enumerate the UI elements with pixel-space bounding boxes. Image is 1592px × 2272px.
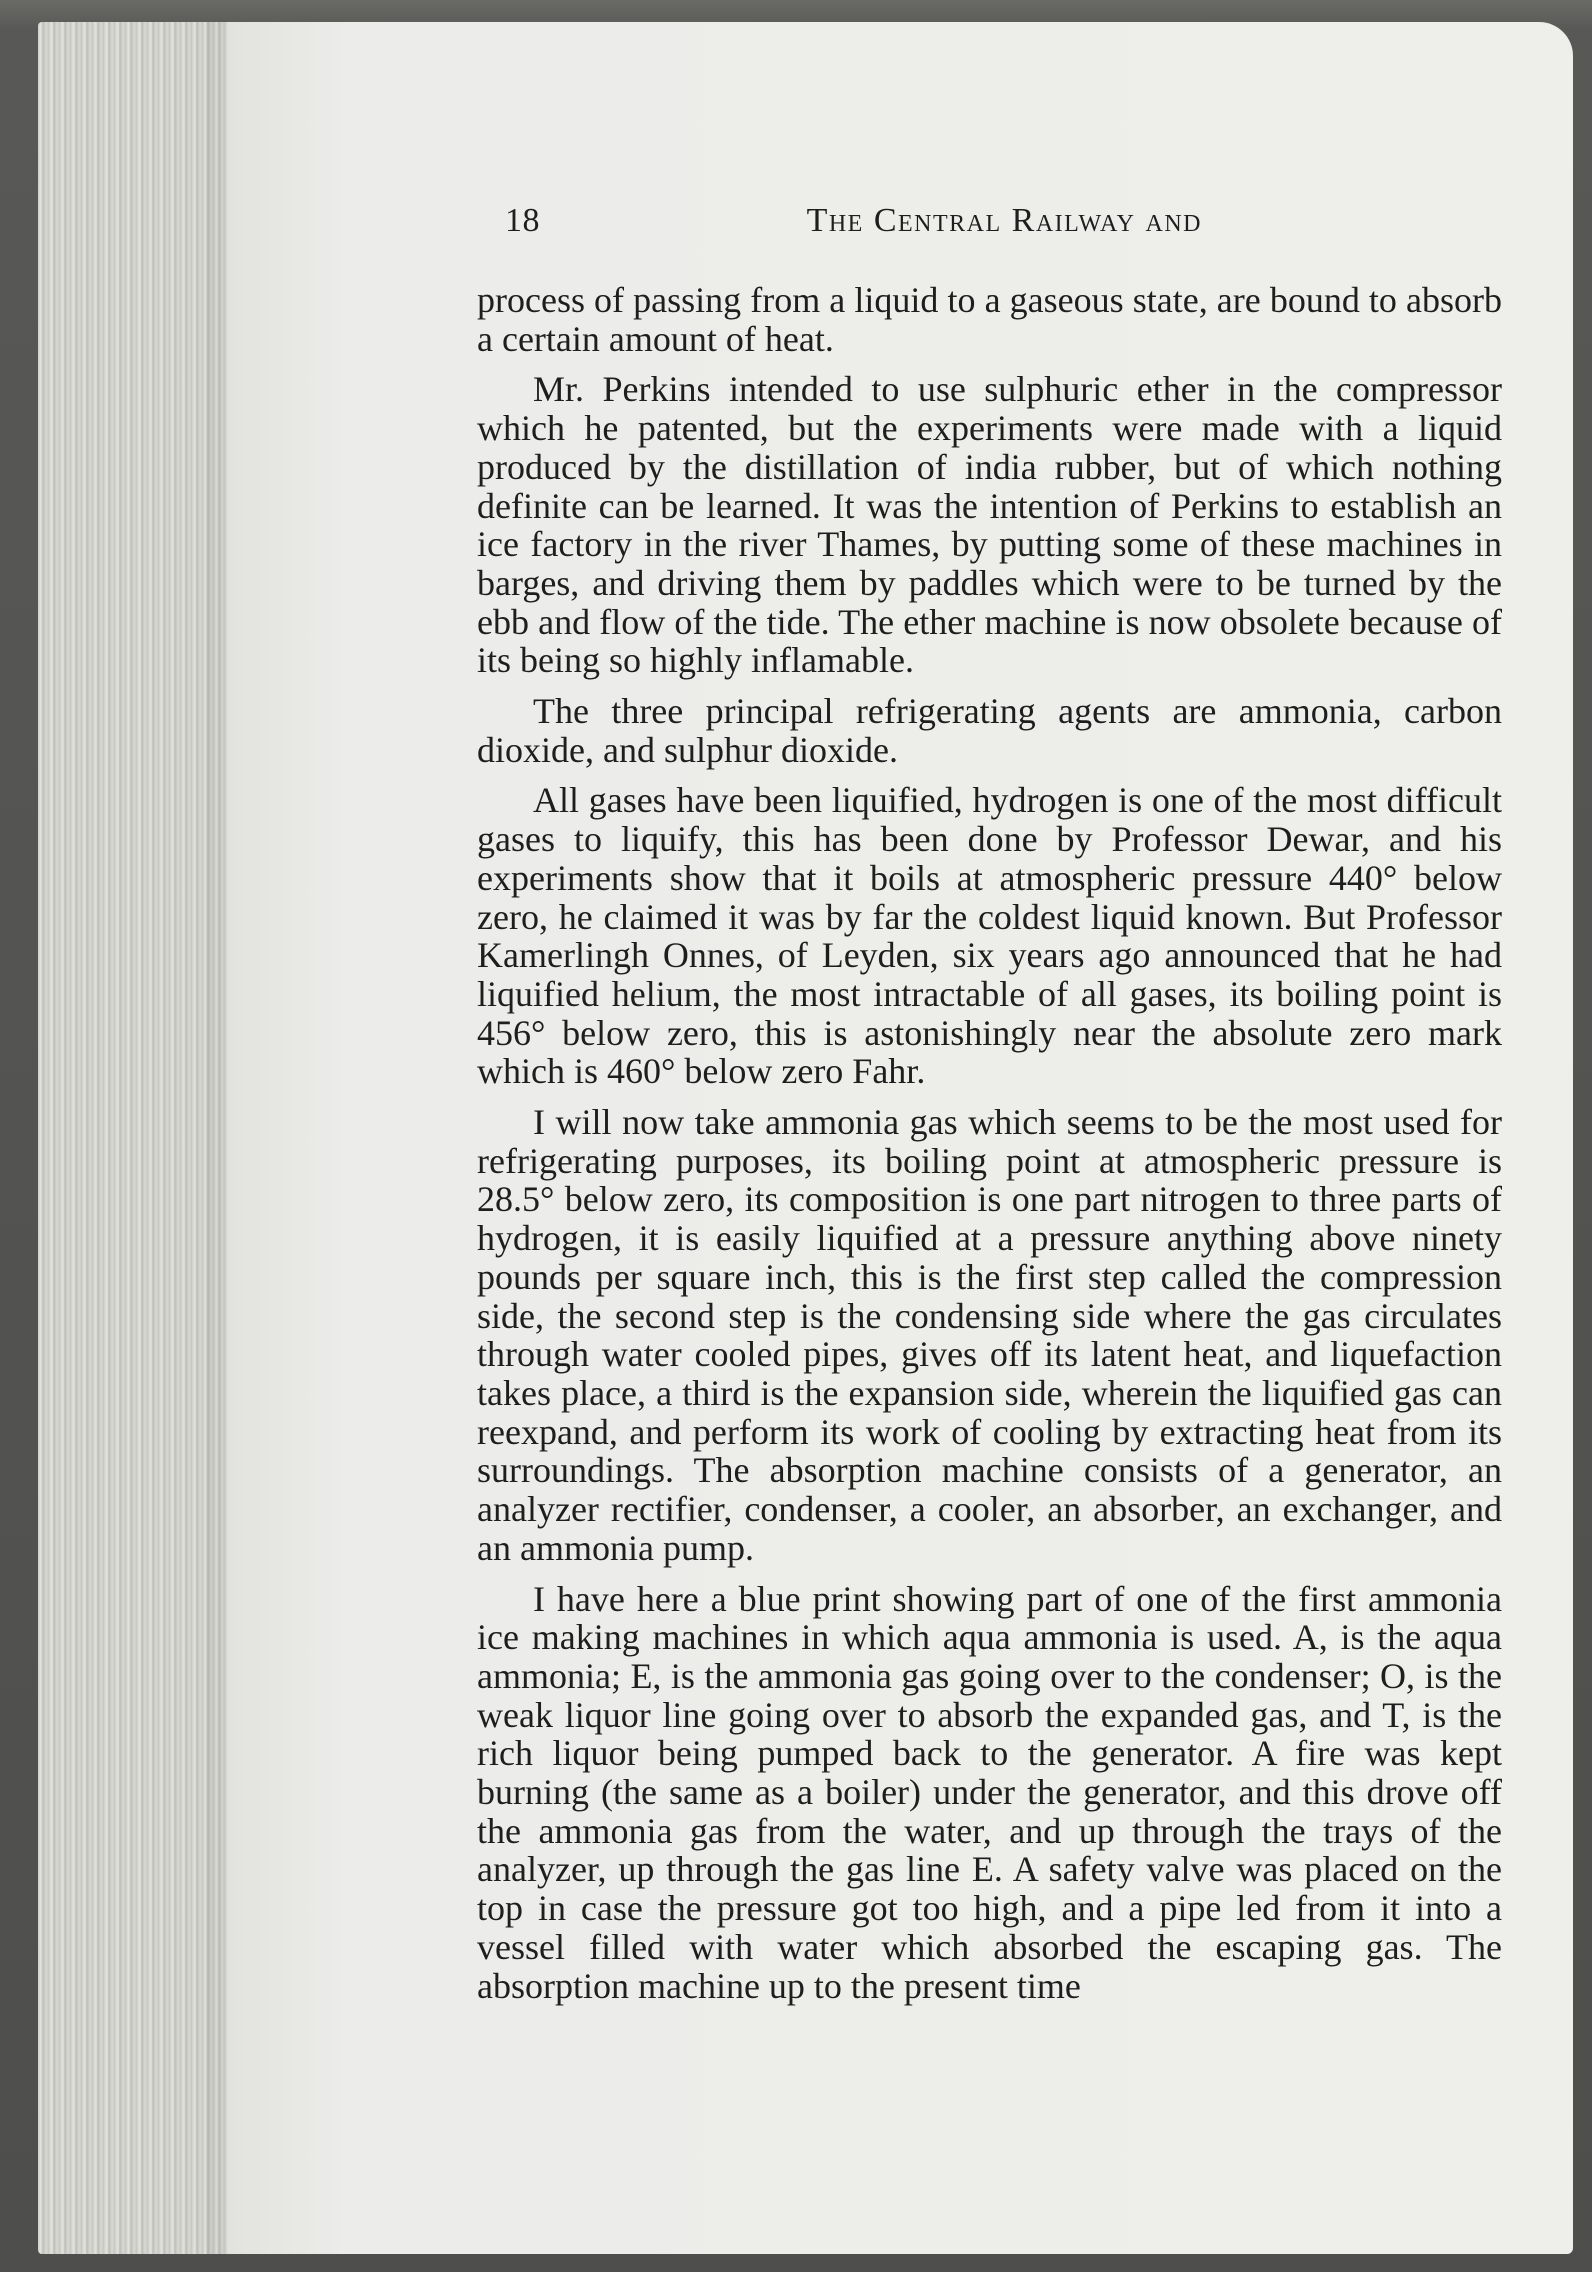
paragraph: I will now take ammonia gas which seems to be the most used for refrigerating purposes, its boiling point at atmospheric pressure is 28.5° below zero, its composition is one part nitrogen to three parts of hydrogen, it is easily liquified at a pressure anything above ninety pounds per square inch, this is the first step called the compression side, the second step is the condensing side where the gas circulates through water cooled pipes, gives off its latent heat, and liquefaction takes place, a third is the expansion side, wherein the liquified gas can reexpand, and perform its work of cooling by extracting heat from its surroundings. The absorption machine consists of a generator, an analyzer rectifier, condenser, a cooler, an absorber, an exchanger, and an ammonia pump. (477, 1102, 1502, 1568)
running-head: The Central Railway and (806, 202, 1202, 239)
page-content (477, 202, 1502, 2017)
page-number: 18 (505, 202, 540, 239)
paragraph: All gases have been liquified, hydrogen is one of the most difficult gases to liquify, this has been done by Professor Dewar, and his experiments show that it boils at atmospheric pressure 440° below zero, he claimed it was by far the coldest liquid known. But Professor Kamerlingh Onnes, of Leyden, six years ago announced that he had liquified helium, the most intractable of all gases, its boiling point is 456° below zero, this is astonishingly near the absolute zero mark which is 460° below zero Fahr. (477, 780, 1502, 1092)
page (228, 22, 1573, 2254)
paragraph: I have here a blue print showing part of one of the first ammonia ice making machines in which aqua ammonia is used. A, is the aqua ammonia; E, is the ammonia gas going over to the condenser; O, is the weak liquor line going over to absorb the expanded gas, and T, is the rich liquor being pumped back to the generator. A fire was kept burning (the same as a boiler) under the generator, and this drove off the ammonia gas from the water, and up through the trays of the analyzer, up through the gas line E. A safety valve was placed on the top in case the pressure got too high, and a pipe led from it into a vessel filled with water which absorbed the escaping gas. The absorption machine up to the present time (477, 1578, 1502, 2006)
paragraph: The three principal refrigerating agents are ammonia, carbon dioxide, and sulphur dioxide. (477, 691, 1502, 770)
book (38, 22, 1573, 2254)
page-edges (38, 22, 228, 2254)
paragraph: Mr. Perkins intended to use sulphuric ether in the compressor which he patented, but the experiments were made with a liquid produced by the distillation of india rubber, but of which nothing definite can be learned. It was the intention of Perkins to establish an ice factory in the river Thames, by putting some of these machines in barges, and driving them by paddles which were to be turned by the ebb and flow of the tide. The ether machine is now obsolete because of its being so highly inflamable. (477, 369, 1502, 681)
paragraph: process of passing from a liquid to a gaseous state, are bound to absorb a certain amount of heat. (477, 280, 1502, 359)
page-header (505, 202, 1502, 242)
